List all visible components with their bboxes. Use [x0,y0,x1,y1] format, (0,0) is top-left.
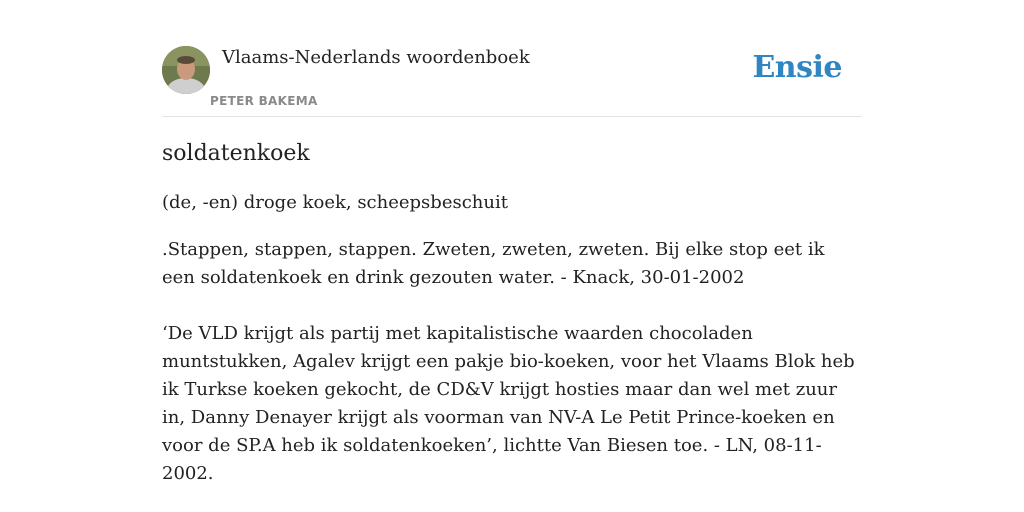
entry-headword: soldatenkoek [162,141,310,166]
entry-example-2: ‘De VLD krijgt als partij met kapitalistische waarden chocoladen muntstukken, Agalev krijgt een pakje bio-koeken, voor het Vlaams Blok heb ik Turkse koeken gekocht, de CD&V krijgt hosties maar dan wel met zuur in, Danny Denayer krijgt als voorman van NV-A Le Petit Prince-koeken en voor de SP.A heb ik soldatenkoeken’, lichtte Van Biesen toe. - LN, 08-11-2002. [162,323,855,484]
entry-definition: (de, -en) droge koek, scheepsbeschuit [162,192,508,213]
ensie-logo[interactable]: Ensie [752,50,842,85]
entry-example-1: .Stappen, stappen, stappen. Zweten, zweten, zweten. Bij elke stop eet ik een soldatenkoek en drink gezouten water. - Knack, 30-01-2002 [162,239,825,288]
avatar-photo [162,46,210,94]
entry-content [162,139,862,488]
dictionary-title[interactable]: Vlaams-Nederlands woordenboek [222,47,530,68]
author-name[interactable]: PETER BAKEMA [210,94,318,108]
page-header [162,46,862,117]
author-avatar[interactable] [162,46,210,94]
